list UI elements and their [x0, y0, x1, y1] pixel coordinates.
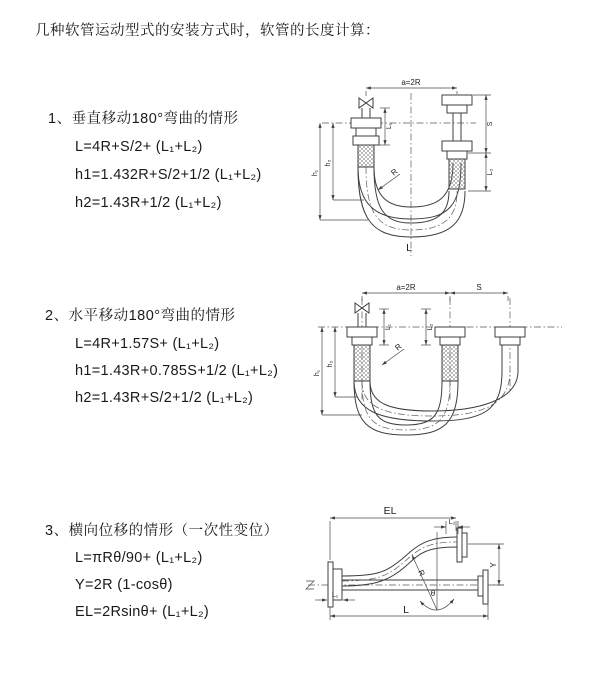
upper-flange [457, 528, 467, 562]
dim-label-L2: L₂ [448, 519, 456, 526]
dim-L2 [434, 519, 470, 534]
section-3-formula-EL: EL=2Rsinθ+ (L₁+L₂) [75, 604, 210, 620]
section-3-formula-L: L=πRθ/90+ (L₁+L₂) [75, 550, 203, 566]
dim-L1 [315, 592, 355, 600]
dim-label-L1: L₁ [385, 323, 392, 331]
right-fitting-lower [442, 141, 472, 189]
braided-hose-section [354, 345, 370, 381]
section-2-heading: 2、水平移动180°弯曲的情形 [45, 308, 236, 324]
hose-s-curve [342, 537, 457, 586]
radius-line [412, 555, 437, 610]
length-label: L [406, 242, 412, 254]
dim-label-h2: h₂ [327, 360, 334, 368]
left-fitting [351, 118, 381, 167]
dim-label-S: S [476, 283, 482, 292]
section-3-heading: 3、横向位移的情形（一次性变位） [45, 523, 279, 539]
dim-label-S: S [487, 121, 494, 127]
diagram-vertical-move-180 [310, 73, 600, 265]
angle-label: θ [430, 589, 436, 598]
section-3-formula-Y: Y=2R (1-cosθ) [75, 577, 173, 593]
dim-L1 [379, 309, 392, 345]
radius-leader [378, 167, 400, 190]
middle-fitting [435, 327, 465, 381]
left-fitting [347, 327, 377, 381]
braided-hose-section [449, 159, 465, 189]
dim-a2R [362, 283, 450, 301]
right-flange [478, 570, 488, 604]
radius-label: R [393, 341, 404, 353]
braided-hose-section [358, 145, 374, 167]
section-2-formula-h1: h1=1.43R+0.785S+1/2 (L₁+L₂) [75, 363, 279, 379]
right-fitting-upper [442, 95, 472, 141]
dim-a2R [366, 78, 457, 96]
radius-label: R [415, 568, 427, 578]
diagram-lateral-displacement [300, 498, 600, 648]
hose-curves [354, 371, 518, 435]
section-1-formula-h2: h2=1.43R+1/2 (L₁+L₂) [75, 195, 222, 211]
dim-label-h2: h₂ [325, 159, 332, 167]
dim-label-L2: L₂ [487, 168, 494, 176]
radius-label: R [389, 166, 400, 178]
dim-L2 [468, 153, 494, 191]
dim-label-EL: EL [383, 505, 397, 517]
page-title: 几种软管运动型式的安装方式时，软管的长度计算： [35, 23, 380, 39]
section-2-formula-h2: h2=1.43R+S/2+1/2 (L₁+L₂) [75, 390, 254, 406]
valve-icon [359, 98, 373, 118]
left-flange [328, 562, 342, 607]
dim-label-L2: L₂ [427, 323, 434, 331]
angle-construction [412, 532, 454, 610]
braided-hose-section [442, 345, 458, 381]
dim-label-L1: L₁ [331, 592, 339, 599]
dim-label-L1: L₁ [386, 122, 393, 130]
section-2-formula-L: L=4R+1.57S+ (L₁+L₂) [75, 336, 220, 352]
dim-label-h1: h₁ [312, 169, 319, 177]
dim-S [450, 283, 508, 301]
section-1-formula-L: L=4R+S/2+ (L₁+L₂) [75, 139, 203, 155]
dim-label-Y: Y [489, 562, 498, 568]
dim-label-L: L [403, 604, 409, 616]
diagram-horizontal-move-180 [310, 283, 600, 458]
dim-L [330, 604, 488, 620]
section-1-formula-h1: h1=1.432R+S/2+1/2 (L₁+L₂) [75, 167, 262, 183]
dim-label-a2R: a=2R [401, 78, 421, 87]
dim-label-a2R: a=2R [396, 283, 416, 292]
section-1-heading: 1、垂直移动180°弯曲的情形 [48, 111, 239, 127]
dim-label-h1: h₁ [314, 369, 321, 377]
